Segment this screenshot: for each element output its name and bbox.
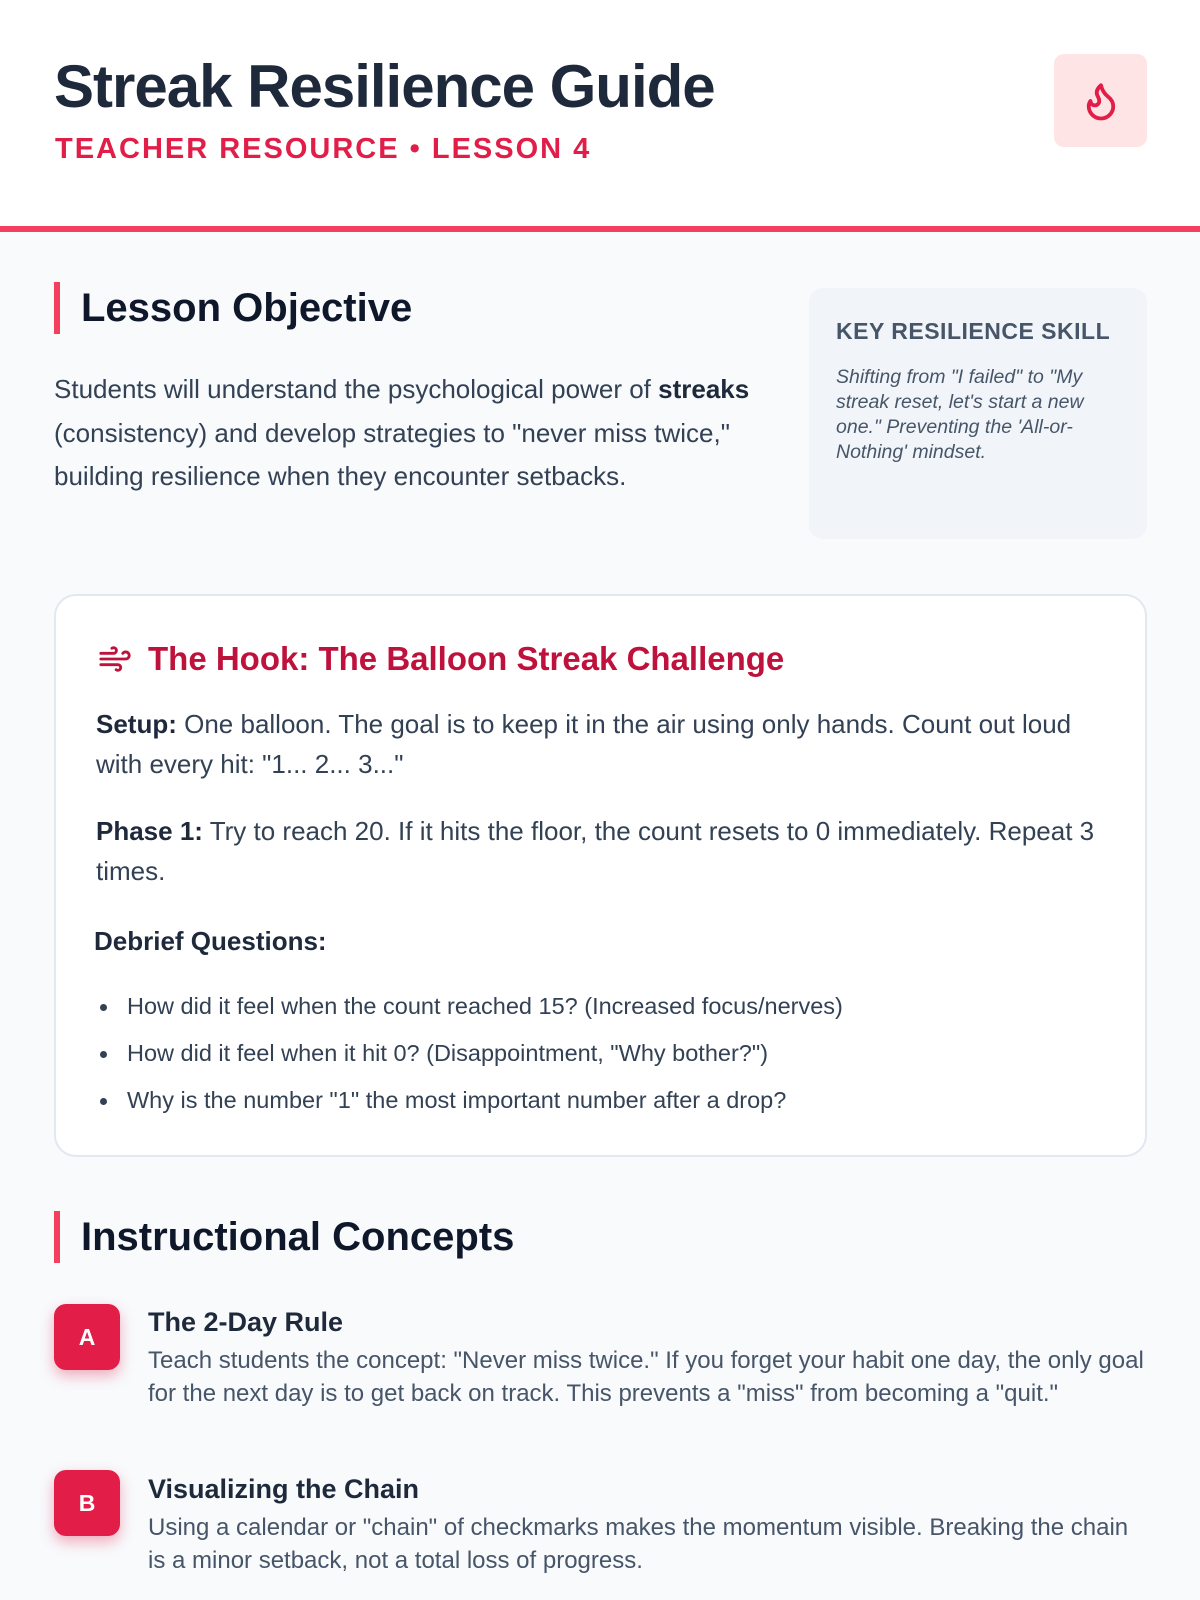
key-skill-text: Shifting from "I failed" to "My streak reset, let's start a new one." Preventing the 'All-or-Nothing' mindset. [836,366,1084,463]
hook-phase-text: Try to reach 20. If it hits the floor, the count resets to 0 immediately. Repeat 3 times. [96,816,1095,886]
flame-badge [1054,54,1147,147]
objective-heading: Lesson Objective [54,282,412,334]
page-subtitle: TEACHER RESOURCE • LESSON 4 [55,133,592,165]
hook-title-row [96,640,784,678]
list-item: How did it feel when the count reached 15? (Increased focus/nerves) [94,983,843,1030]
key-skill-label: KEY RESILIENCE SKILL [836,318,1111,344]
hook-setup [96,704,1106,784]
hook-setup-text: One balloon. The goal is to keep it in the air using only hands. Count out loud with every hit: "1... 2... 3..." [96,709,1072,779]
flame-icon [1080,78,1122,124]
debrief-title: Debrief Questions: [94,926,327,956]
hook-setup-label: Setup: [96,709,177,739]
objective-text [54,368,764,499]
concept-title-a: The 2-Day Rule [148,1307,344,1337]
debrief-questions [94,983,843,1124]
concepts-heading: Instructional Concepts [54,1211,514,1263]
concept-text-b: Using a calendar or "chain" of checkmarks makes the momentum visible. Breaking the chain is a minor setback, not a total loss of progress. [148,1514,1129,1574]
concept-title-b: Visualizing the Chain [148,1474,420,1504]
concept-badge-b: B [54,1470,120,1536]
concept-text-a: Teach students the concept: "Never miss twice." If you forget your habit one day, the only goal for the next day is to get back on track. This prevents a "miss" from becoming a "quit." [148,1347,1144,1407]
hook-phase [96,811,1106,891]
page-title: Streak Resilience Guide [54,53,715,120]
list-item: How did it feel when it hit 0? (Disappointment, "Why bother?") [94,1030,843,1077]
objective-text-end: (consistency) and develop strategies to "never miss twice," building resilience when they encounter setbacks. [54,417,730,491]
list-item: Why is the number "1" the most important number after a drop? [94,1077,843,1124]
hook-title: The Hook: The Balloon Streak Challenge [148,640,785,677]
hook-phase-label: Phase 1: [96,816,203,846]
key-skill-box [809,288,1147,539]
wind-icon [96,642,134,676]
objective-text-start: Students will understand the psychological power of [54,374,659,404]
concept-badge-a: A [54,1304,120,1370]
page-header [0,0,1200,232]
objective-text-bold: streaks [658,374,750,404]
